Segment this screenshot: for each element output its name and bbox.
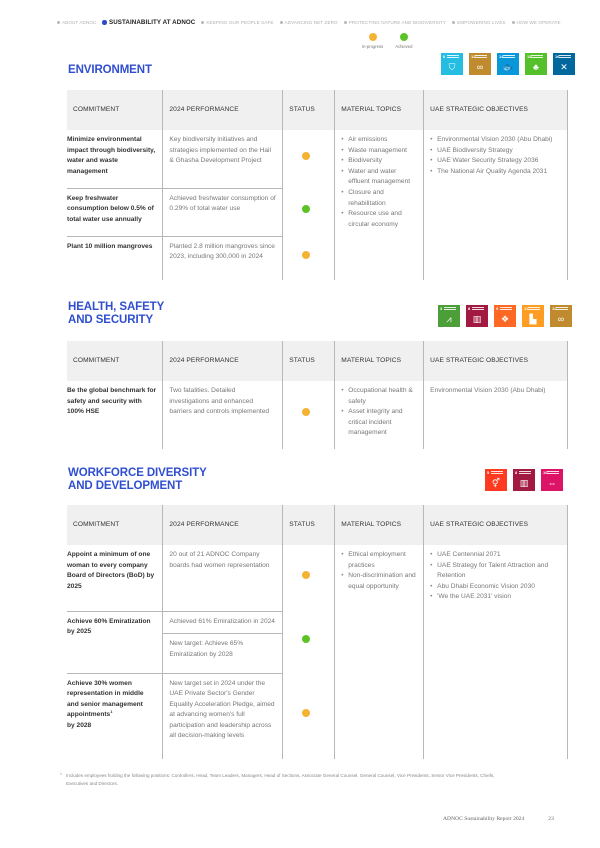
table-row	[67, 130, 568, 188]
sdg-10-reduced-inequalities-icon: 10 ⇔	[541, 469, 563, 491]
section-nav	[57, 19, 570, 26]
table-row	[67, 545, 568, 611]
status-cell	[283, 236, 335, 280]
performance-new-target: New target: Achieve 65% Emiratization by 2028	[163, 633, 282, 660]
objective-item: • Abu Dhabi Economic Vision 2030	[430, 582, 561, 593]
performance-cell: New target set in 2024 under the UAE Private Sector's Gender Equality Acceleration Pledge, aimed at advancing women's full participation and leadership across all decision-making levels	[163, 673, 283, 759]
commitment-cell: Plant 10 million mangroves	[67, 236, 163, 280]
in-progress-status-icon	[302, 408, 310, 416]
objective-item: • The National Air Quality Agenda 2031	[430, 167, 561, 178]
sdg-12-responsible-consumption-icon: 12 ∞	[550, 305, 572, 327]
sdg-6-clean-water-icon: 6 ⛉	[441, 53, 463, 75]
performance-cell: 20 out of 21 ADNOC Company boards had women representation	[163, 545, 283, 611]
sdg-11-sustainable-cities-icon: 11 ▙	[522, 305, 544, 327]
table-header-row	[67, 341, 568, 381]
header-material-topics: MATERIAL TOPICS	[335, 341, 424, 381]
legend-in-progress: In-progress	[362, 33, 383, 49]
bullet-icon	[201, 21, 204, 24]
header-strategic-objectives: UAE STRATEGIC OBJECTIVES	[424, 341, 568, 381]
header-status: STATUS	[283, 90, 335, 130]
status-cell	[283, 188, 335, 236]
objective-item: • UAE Centennial 2071	[430, 550, 561, 561]
nav-item-empowering[interactable]: EMPOWERING LIVES	[452, 20, 505, 25]
sdg-15-life-on-land-icon: 15 ♣	[525, 53, 547, 75]
performance-cell	[163, 611, 283, 673]
nav-item-people-safe[interactable]: KEEPING OUR PEOPLE SAFE	[201, 20, 273, 25]
header-material-topics: MATERIAL TOPICS	[335, 90, 424, 130]
strategic-objectives-cell	[424, 545, 568, 759]
strategic-objectives-cell: Environmental Vision 2030 (Abu Dhabi)	[424, 381, 568, 449]
performance-cell: Key biodiversity initiatives and strategies implemented on the Hail & Ghasha Development Project	[163, 130, 283, 188]
header-status: STATUS	[283, 505, 335, 545]
bullet-icon	[512, 21, 515, 24]
objective-item: • 'We the UAE 2031' vision	[430, 592, 561, 603]
achieved-dot-icon	[400, 33, 408, 41]
topic-item: • Asset integrity and critical incident management	[341, 407, 417, 439]
in-progress-status-icon	[302, 709, 310, 717]
topic-item: • Closure and rehabilitation	[341, 188, 417, 209]
status-cell	[283, 545, 335, 611]
footnote-ref[interactable]: 1	[110, 709, 113, 715]
objective-item: • UAE Water Security Strategy 2036	[430, 156, 561, 167]
nav-item-how-we-operate[interactable]: HOW WE OPERATE	[512, 20, 561, 25]
nav-item-about-adnoc[interactable]: ABOUT ADNOC	[57, 20, 96, 25]
status-legend	[362, 33, 412, 49]
achieved-status-icon	[302, 635, 310, 643]
report-title: ADNOC Sustainability Report 2024	[443, 816, 525, 822]
strategic-objectives-cell	[424, 130, 568, 280]
page-number: 23	[548, 816, 554, 822]
header-commitment: COMMITMENT	[67, 90, 163, 130]
sdg-icons-hse	[438, 305, 572, 327]
header-performance: 2024 PERFORMANCE	[163, 341, 283, 381]
material-topics-cell	[335, 545, 424, 759]
sdg-8-decent-work-icon: 8 ▥	[466, 305, 488, 327]
topic-item: • Water and water effluent management	[341, 167, 417, 188]
material-topics-cell	[335, 381, 424, 449]
section-title-environment: ENVIRONMENT	[68, 64, 152, 76]
topic-item: • Occupational health & safety	[341, 386, 417, 407]
nav-item-net-zero[interactable]: ADVANCING NET ZERO	[280, 20, 338, 25]
sdg-icons-workforce	[485, 469, 563, 491]
commitment-cell: Keep freshwater consumption below 0.5% of total water use annually	[67, 188, 163, 236]
performance-text: Achieved 61% Emiratization in 2024	[169, 617, 275, 625]
bullet-icon	[344, 21, 347, 24]
objective-item: • UAE Biodiversity Strategy	[430, 146, 561, 157]
header-performance: 2024 PERFORMANCE	[163, 90, 283, 130]
sdg-12-responsible-consumption-icon: 12 ∞	[469, 53, 491, 75]
bullet-icon	[57, 21, 60, 24]
workforce-table	[67, 505, 568, 759]
topic-item: • Resource use and circular economy	[341, 209, 417, 230]
status-cell	[283, 673, 335, 759]
performance-cell: Achieved freshwater consumption of 0.29% of total water use	[163, 188, 283, 236]
header-status: STATUS	[283, 341, 335, 381]
commitment-cell: Appoint a minimum of one woman to every company Board of Directors (BoD) by 2025	[67, 545, 163, 611]
table-header-row	[67, 505, 568, 545]
status-cell	[283, 381, 335, 449]
sdg-icons-environment	[441, 53, 575, 75]
nav-item-nature[interactable]: PROTECTING NATURE AND BIODIVERSITY	[344, 20, 447, 25]
objective-item: • Environmental Vision 2030 (Abu Dhabi)	[430, 135, 561, 146]
section-title-workforce: WORKFORCE DIVERSITY AND DEVELOPMENT	[68, 467, 207, 492]
in-progress-status-icon	[302, 571, 310, 579]
legend-achieved: Achieved	[395, 33, 412, 49]
header-strategic-objectives: UAE STRATEGIC OBJECTIVES	[424, 505, 568, 545]
header-strategic-objectives: UAE STRATEGIC OBJECTIVES	[424, 90, 568, 130]
topic-item: • Non-discrimination and equal opportunity	[341, 571, 417, 592]
header-commitment: COMMITMENT	[67, 341, 163, 381]
header-performance: 2024 PERFORMANCE	[163, 505, 283, 545]
bullet-icon	[452, 21, 455, 24]
achieved-status-icon	[302, 205, 310, 213]
in-progress-dot-icon	[369, 33, 377, 41]
sdg-9-industry-innovation-icon: 9 ❖	[494, 305, 516, 327]
in-progress-status-icon	[302, 152, 310, 160]
header-commitment: COMMITMENT	[67, 505, 163, 545]
sdg-3-good-health-icon: 3 ⩘	[438, 305, 460, 327]
in-progress-status-icon	[302, 251, 310, 259]
table-header-row	[67, 90, 568, 130]
commitment-cell: Achieve 30% women representation in middle and senior management appointments$^1$ by 2028	[67, 673, 163, 759]
status-cell	[283, 611, 335, 673]
table-row	[67, 381, 568, 449]
commitment-cell: Minimize environmental impact through biodiversity, water and waste management	[67, 130, 163, 188]
sdg-5-gender-equality-icon: 5 ⚥	[485, 469, 507, 491]
performance-cell: Two fatalities. Detailed investigations and enhanced barriers and controls implemented	[163, 381, 283, 449]
topic-item: • Waste management	[341, 146, 417, 157]
section-title-hse: HEALTH, SAFETY AND SECURITY	[68, 301, 165, 326]
status-cell	[283, 130, 335, 188]
topic-item: • Biodiversity	[341, 156, 417, 167]
commitment-cell: Be the global benchmark for safety and security with 100% HSE	[67, 381, 163, 449]
header-material-topics: MATERIAL TOPICS	[335, 505, 424, 545]
topic-item: • Air emissions	[341, 135, 417, 146]
objective-item: • UAE Strategy for Talent Attraction and Retention	[430, 561, 561, 582]
bullet-icon	[102, 20, 107, 25]
material-topics-cell	[335, 130, 424, 280]
topic-item: • Ethical employment practices	[341, 550, 417, 571]
sdg-8-decent-work-icon: 8 ▥	[513, 469, 535, 491]
performance-cell: Planted 2.8 million mangroves since 2023, including 300,000 in 2024	[163, 236, 283, 280]
footnote: 1 Includes employees holding the following positions: Controllers, Head, Team Leaders, Managers, Head of Sections, Associate General Counsel, General Counsel, Vice Presidents, Senior Vice Presidents, Chiefs, Executives and Directors.	[60, 772, 495, 786]
hse-table	[67, 341, 568, 449]
bullet-icon	[280, 21, 283, 24]
page-footer	[443, 816, 554, 822]
sdg-16-peace-justice-icon: 16 ✕	[553, 53, 575, 75]
sdg-14-life-below-water-icon: 14 🐟	[497, 53, 519, 75]
nav-item-sustainability[interactable]: SUSTAINABILITY AT ADNOC	[102, 19, 195, 26]
environment-table	[67, 90, 568, 280]
commitment-cell: Achieve 60% Emiratization by 2025	[67, 611, 163, 673]
